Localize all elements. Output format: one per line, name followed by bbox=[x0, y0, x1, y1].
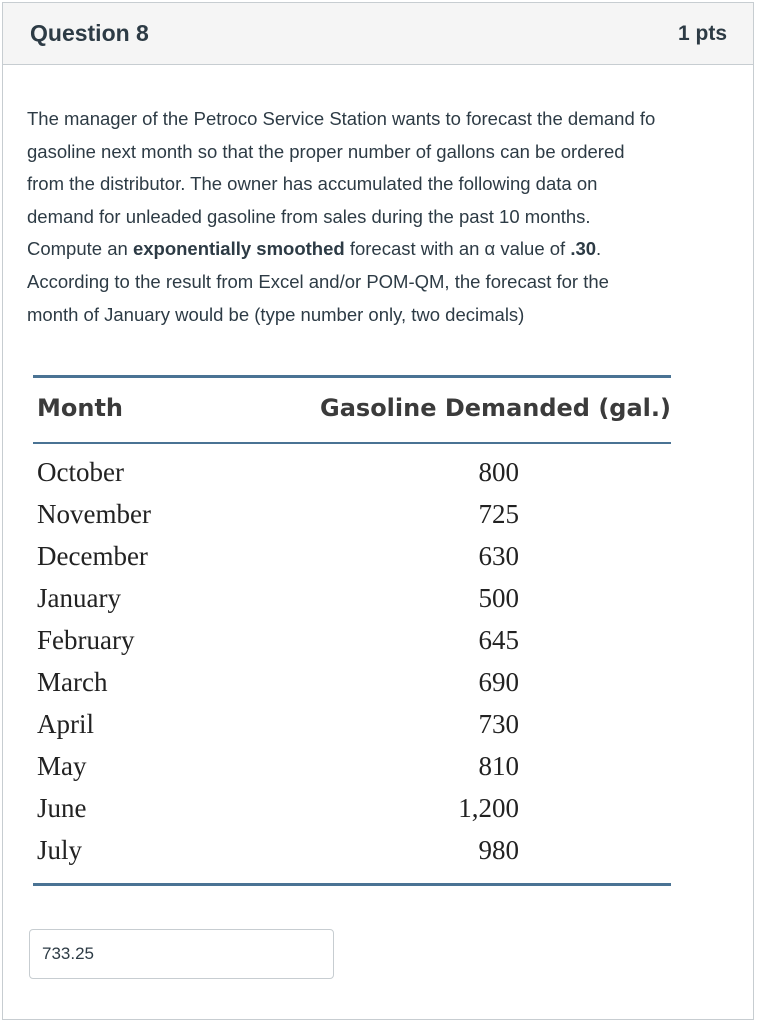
month-cell: March bbox=[37, 667, 108, 697]
table-body bbox=[33, 457, 671, 877]
demand-cell: 725 bbox=[478, 499, 519, 529]
table-rule-header bbox=[33, 442, 671, 444]
month-cell: July bbox=[37, 835, 83, 865]
question-header bbox=[3, 3, 753, 65]
question-text-line: According to the result from Excel and/or POM-QM, the forecast for the bbox=[27, 270, 609, 292]
column-header-demand: Gasoline Demanded (gal.) bbox=[320, 394, 671, 422]
month-cell: May bbox=[37, 751, 87, 781]
demand-cell: 500 bbox=[478, 583, 519, 613]
demand-cell: 645 bbox=[478, 625, 519, 655]
table-row bbox=[33, 499, 671, 541]
table-row bbox=[33, 541, 671, 583]
question-text-line: month of January would be (type number only, two decimals) bbox=[27, 303, 525, 325]
question-text-line: from the distributor. The owner has accumulated the following data on bbox=[27, 173, 598, 195]
month-cell: April bbox=[37, 709, 94, 739]
question-text-span: forecast with an α value of bbox=[344, 238, 571, 260]
question-text-line bbox=[27, 233, 758, 266]
month-cell: November bbox=[37, 499, 151, 529]
question-text bbox=[27, 103, 758, 331]
table-row bbox=[33, 835, 671, 877]
demand-cell: 800 bbox=[478, 457, 519, 487]
demand-table bbox=[33, 375, 671, 889]
question-title: Question 8 bbox=[30, 20, 149, 46]
demand-cell: 730 bbox=[478, 709, 519, 739]
month-cell: December bbox=[37, 541, 148, 571]
answer-input[interactable] bbox=[29, 929, 334, 979]
demand-cell: 980 bbox=[478, 835, 519, 865]
demand-cell: 810 bbox=[478, 751, 519, 781]
month-cell: January bbox=[37, 583, 121, 613]
column-header-month: Month bbox=[37, 394, 124, 422]
table-row bbox=[33, 625, 671, 667]
alpha-value: .30 bbox=[570, 238, 597, 260]
table-rule-top bbox=[33, 375, 671, 378]
table-row bbox=[33, 793, 671, 835]
table-row bbox=[33, 457, 671, 499]
month-cell: June bbox=[37, 793, 87, 823]
month-cell: October bbox=[37, 457, 124, 487]
question-text-span: . bbox=[596, 238, 602, 260]
demand-cell: 630 bbox=[478, 541, 519, 571]
month-cell: February bbox=[37, 625, 135, 655]
table-row bbox=[33, 709, 671, 751]
table-row bbox=[33, 751, 671, 793]
question-points: 1 pts bbox=[677, 21, 727, 45]
table-rule-bottom bbox=[33, 883, 671, 886]
question-text-emphasis: exponentially smoothed bbox=[132, 238, 345, 260]
table-row bbox=[33, 667, 671, 709]
demand-cell: 1,200 bbox=[458, 793, 519, 823]
question-text-line: The manager of the Petroco Service Station wants to forecast the demand fo bbox=[27, 108, 656, 129]
table-row bbox=[33, 583, 671, 625]
question-text-span: Compute an bbox=[27, 238, 133, 260]
question-text-line: gasoline next month so that the proper number of gallons can be ordered bbox=[27, 140, 625, 162]
question-text-line: demand for unleaded gasoline from sales during the past 10 months. bbox=[27, 205, 591, 227]
demand-cell: 690 bbox=[478, 667, 519, 697]
